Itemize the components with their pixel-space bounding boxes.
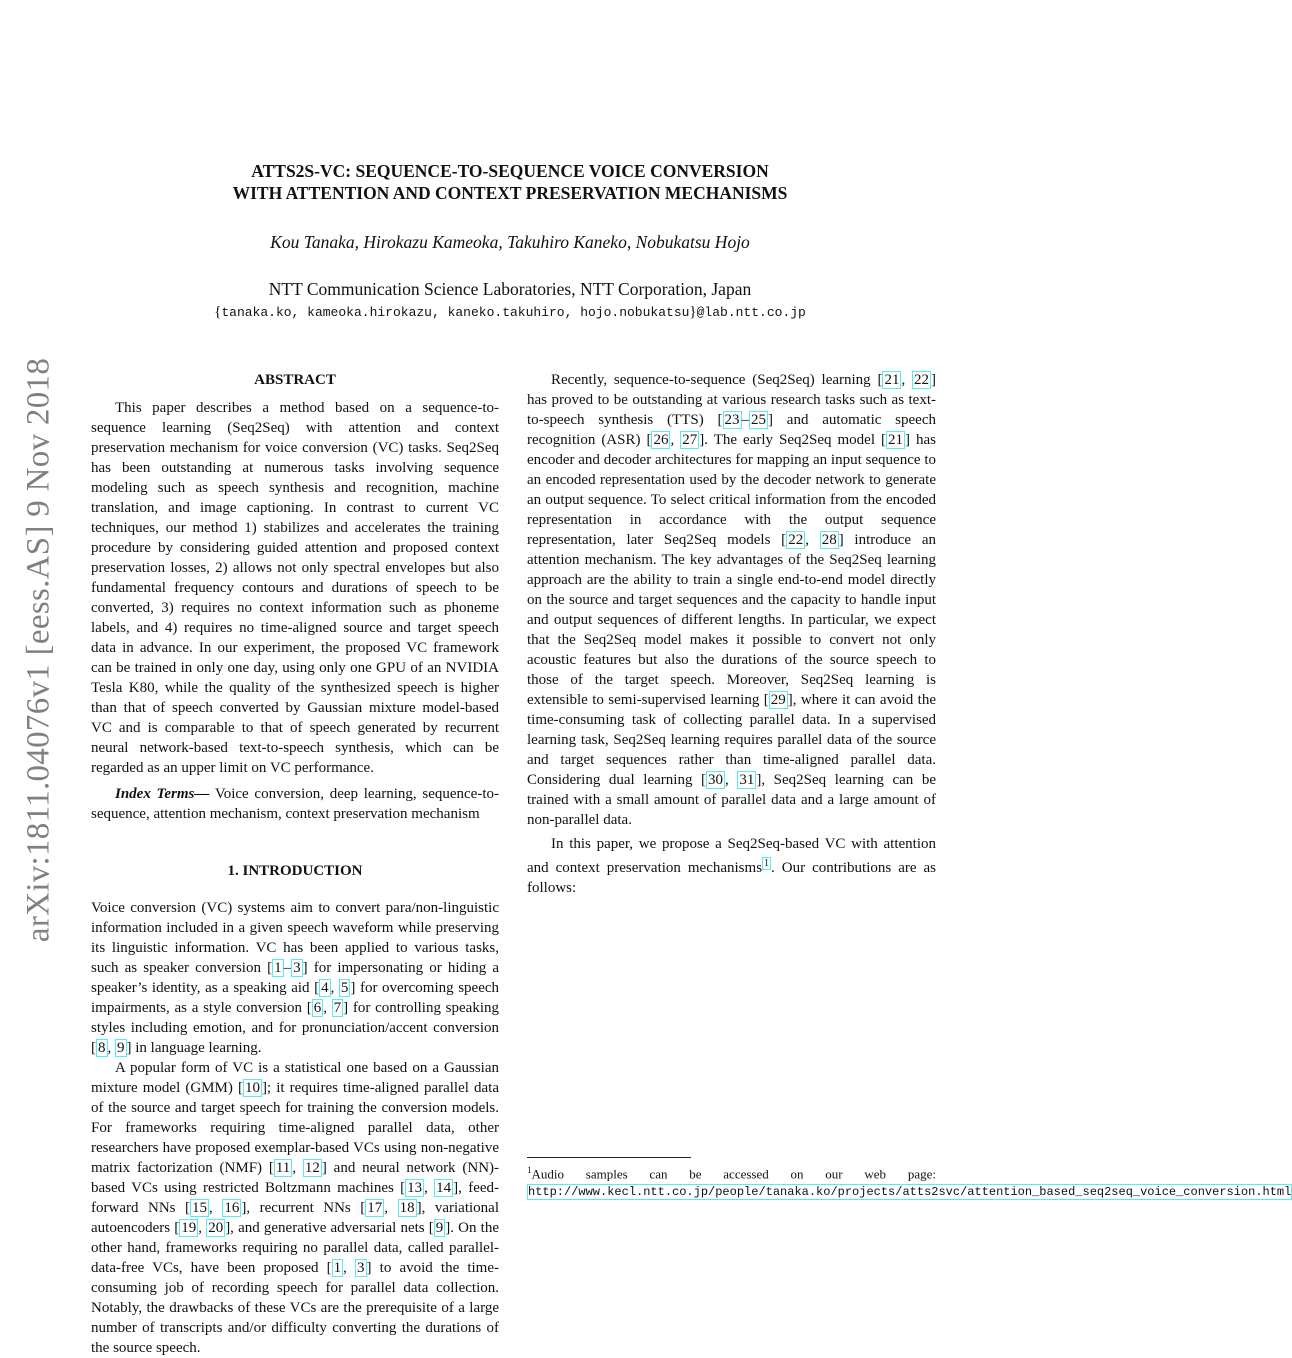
citation-link[interactable]: 14: [436, 1180, 452, 1196]
citation-link[interactable]: 6: [313, 1000, 322, 1016]
title-line-1: ATTS2S-VC: SEQUENCE-TO-SEQUENCE VOICE CONVERSION: [251, 161, 769, 181]
index-terms-text: Voice conversion, deep learning, sequence-to-sequence, attention mechanism, context preservation mechanism: [91, 786, 499, 822]
citation-link[interactable]: 10: [244, 1080, 260, 1096]
citation-link[interactable]: 9: [435, 1220, 444, 1236]
index-terms: [91, 784, 499, 824]
citation-link[interactable]: 3: [293, 960, 301, 976]
citation-link[interactable]: 9: [117, 1040, 125, 1056]
footnote-divider: [527, 1157, 691, 1158]
citation-link[interactable]: 28: [821, 532, 837, 548]
citation-link[interactable]: 17: [367, 1200, 383, 1216]
citation-link[interactable]: 3: [357, 1260, 365, 1276]
audio-samples-link[interactable]: http://www.kecl.ntt.co.jp/people/tanaka.ko/projects/atts2svc/attention_based_seq2seq_voice_conversion.html: [528, 1185, 1292, 1200]
citation-link[interactable]: 30: [708, 772, 724, 788]
citation-link[interactable]: 21: [888, 432, 903, 448]
citation-link[interactable]: 29: [770, 692, 786, 708]
citation-link[interactable]: 11: [275, 1160, 291, 1176]
abstract-text: This paper describes a method based on a sequence-to-sequence learning (Seq2Seq) with attention and context preservation mechanism for voice conversion (VC) tasks. Seq2Seq has been outstanding at numerous tasks involving sequence modeling such as speech synthesis and recognition, machine translation, and image captioning. In contrast to current VC techniques, our method 1) stabilizes and accelerates the training procedure by considering guided attention and proposed context preservation losses, 2) allows not only spectral envelopes but also fundamental frequency contours and durations of speech to be converted, 3) requires no context information such as phoneme labels, and 4) requires no time-aligned source and target speech data in advance. In our experiment, the proposed VC framework can be trained in only one day, using only one GPU of an NVIDIA Tesla K80, while the quality of the synthesized speech is higher than that of speech converted by Gaussian mixture model-based VC and is comparable to that of speech generated by recurrent neural network-based text-to-speech synthesis, which can be regarded as an upper limit on VC performance.: [91, 400, 499, 776]
citation-link[interactable]: 1: [274, 960, 282, 976]
citation-link[interactable]: 16: [224, 1200, 240, 1216]
paper-title: [110, 160, 910, 204]
citation-link[interactable]: 13: [407, 1180, 423, 1196]
right-column: [527, 370, 936, 898]
email-names: tanaka.ko, kameoka.hirokazu, kaneko.takuhiro, hojo.nobukatsu: [221, 305, 690, 320]
brace-close: }: [689, 304, 697, 320]
citation-link[interactable]: 5: [340, 980, 349, 996]
left-column: [91, 370, 499, 1358]
citation-link[interactable]: 19: [181, 1220, 197, 1236]
affiliation: NTT Communication Science Laboratories, NTT Corporation, Japan: [268, 279, 752, 299]
citation-link[interactable]: 27: [682, 432, 698, 448]
citation-link[interactable]: 20: [208, 1220, 224, 1236]
intro-paragraph-4: In this paper, we propose a Seq2Seq-based VC with attention and context preservation mechanisms $^1$ . Our contributions are as follows:: [527, 836, 936, 896]
citation-link[interactable]: 25: [751, 412, 767, 428]
index-terms-label: Index Terms—: [115, 786, 210, 802]
citation-link[interactable]: 7: [333, 1000, 342, 1016]
intro-heading: 1. INTRODUCTION: [227, 863, 363, 879]
arxiv-id-text: arXiv:1811.04076v1 [eess.AS] 9 Nov 2018: [20, 357, 57, 943]
citation-link[interactable]: 21: [884, 372, 900, 388]
title-line-2: WITH ATTENTION AND CONTEXT PRESERVATION MECHANISMS: [232, 183, 788, 203]
citation-link[interactable]: 18: [399, 1200, 415, 1216]
intro-paragraph-2: A popular form of VC is a statistical one based on a Gaussian mixture model (GMM) [ 10 ]; it requires time-aligned parallel data of the source and target speech for training the conversion models. For frameworks requiring time-aligned parallel data, other researchers have proposed exemplar-based VCs using non-negative matrix factorization (NMF) [ 11 , 12 ] and neural network (NN)-based VCs using restricted Boltzmann machines [ 13 , 14 ], feed-forward NNs [ 15 , 16 ], recurrent NNs [ 17 , 18 ], variational autoencoders [ 19 , 20 ], and generative adversarial nets [ 9 ]. On the other hand, frameworks requiring no parallel data, called parallel-data-free VCs, have been proposed [ 1 , 3 ] to avoid the time-consuming job of recording speech for parallel data collection. Notably, the drawbacks of these VCs are the prerequisite of a large number of transcripts and/or difficulty converting the durations of the source speech.: [91, 1060, 500, 1356]
footnote-text: Audio samples can be accessed on our web page:: [531, 1166, 936, 1182]
author-list: Kou Tanaka, Hirokazu Kameoka, Takuhiro Kaneko, Nobukatsu Hojo: [270, 232, 750, 252]
citation-link[interactable]: 15: [192, 1200, 208, 1216]
footnote-marker-link[interactable]: 1: [764, 858, 770, 869]
citation-link[interactable]: 22: [914, 372, 929, 388]
brace-open: {: [214, 304, 222, 320]
footnote-number: 1: [527, 1165, 532, 1175]
email-domain: @lab.ntt.co.jp: [696, 305, 806, 320]
citation-link[interactable]: 23: [724, 412, 740, 428]
citation-link[interactable]: 8: [98, 1040, 106, 1056]
footnote: [527, 1162, 1292, 1201]
arxiv-side-identifier: [8, 340, 70, 960]
email-line: [110, 304, 910, 321]
citation-link[interactable]: 31: [739, 772, 755, 788]
citation-link[interactable]: 1: [333, 1260, 342, 1276]
citation-link[interactable]: 26: [653, 432, 669, 448]
intro-paragraph-3: Recently, sequence-to-sequence (Seq2Seq) learning [ 21 , 22 ] has proved to be outstanding at various research tasks such as text-to-speech synthesis (TTS) [ 23 – 25 ] and automatic speech recognition (ASR) [ 26 , 27 ]. The early Seq2Seq model [ 21 ] has encoder and decoder architectures for mapping an input sequence to an encoded representation used by the decoder network to generate an output sequence. To select critical information from the encoded representation in accordance with the output sequence representation, later Seq2Seq models [ 22 , 28 ] introduce an attention mechanism. The key advantages of the Seq2Seq learning approach are the ability to train a single end-to-end model directly on the source and target sequences and the capacity to handle input and output sequences of different lengths. In particular, we expect that the Seq2Seq model makes it possible to convert not only acoustic features but also the durations of the source speech to those of the target speech. Moreover, Seq2Seq learning is extensible to semi-supervised learning [ 29 ], where it can avoid the time-consuming task of collecting parallel data. In a supervised learning task, Seq2Seq learning requires parallel data of the source and target sequences rather than time-aligned parallel data. Considering dual learning [ 30 , 31 ], Seq2Seq learning can be trained with a small amount of parallel data and a large amount of non-parallel data.: [527, 372, 936, 828]
citation-link[interactable]: 12: [304, 1160, 320, 1176]
citation-link[interactable]: 22: [788, 532, 804, 548]
intro-paragraph-1: Voice conversion (VC) systems aim to convert para/non-linguistic information included in a given speech waveform while preserving its linguistic information. VC has been applied to various tasks, such as speaker conversion [ 1 – 3 ] for impersonating or hiding a speaker’s identity, as a speaking aid [ 4 , 5 ] for overcoming speech impairments, as a style conversion [ 6 , 7 ] for controlling speaking styles including emotion, and for pronunciation/accent conversion [ 8 , 9 ] in language learning.: [91, 900, 500, 1056]
citation-link[interactable]: 4: [321, 980, 329, 996]
abstract-heading: ABSTRACT: [254, 372, 336, 388]
